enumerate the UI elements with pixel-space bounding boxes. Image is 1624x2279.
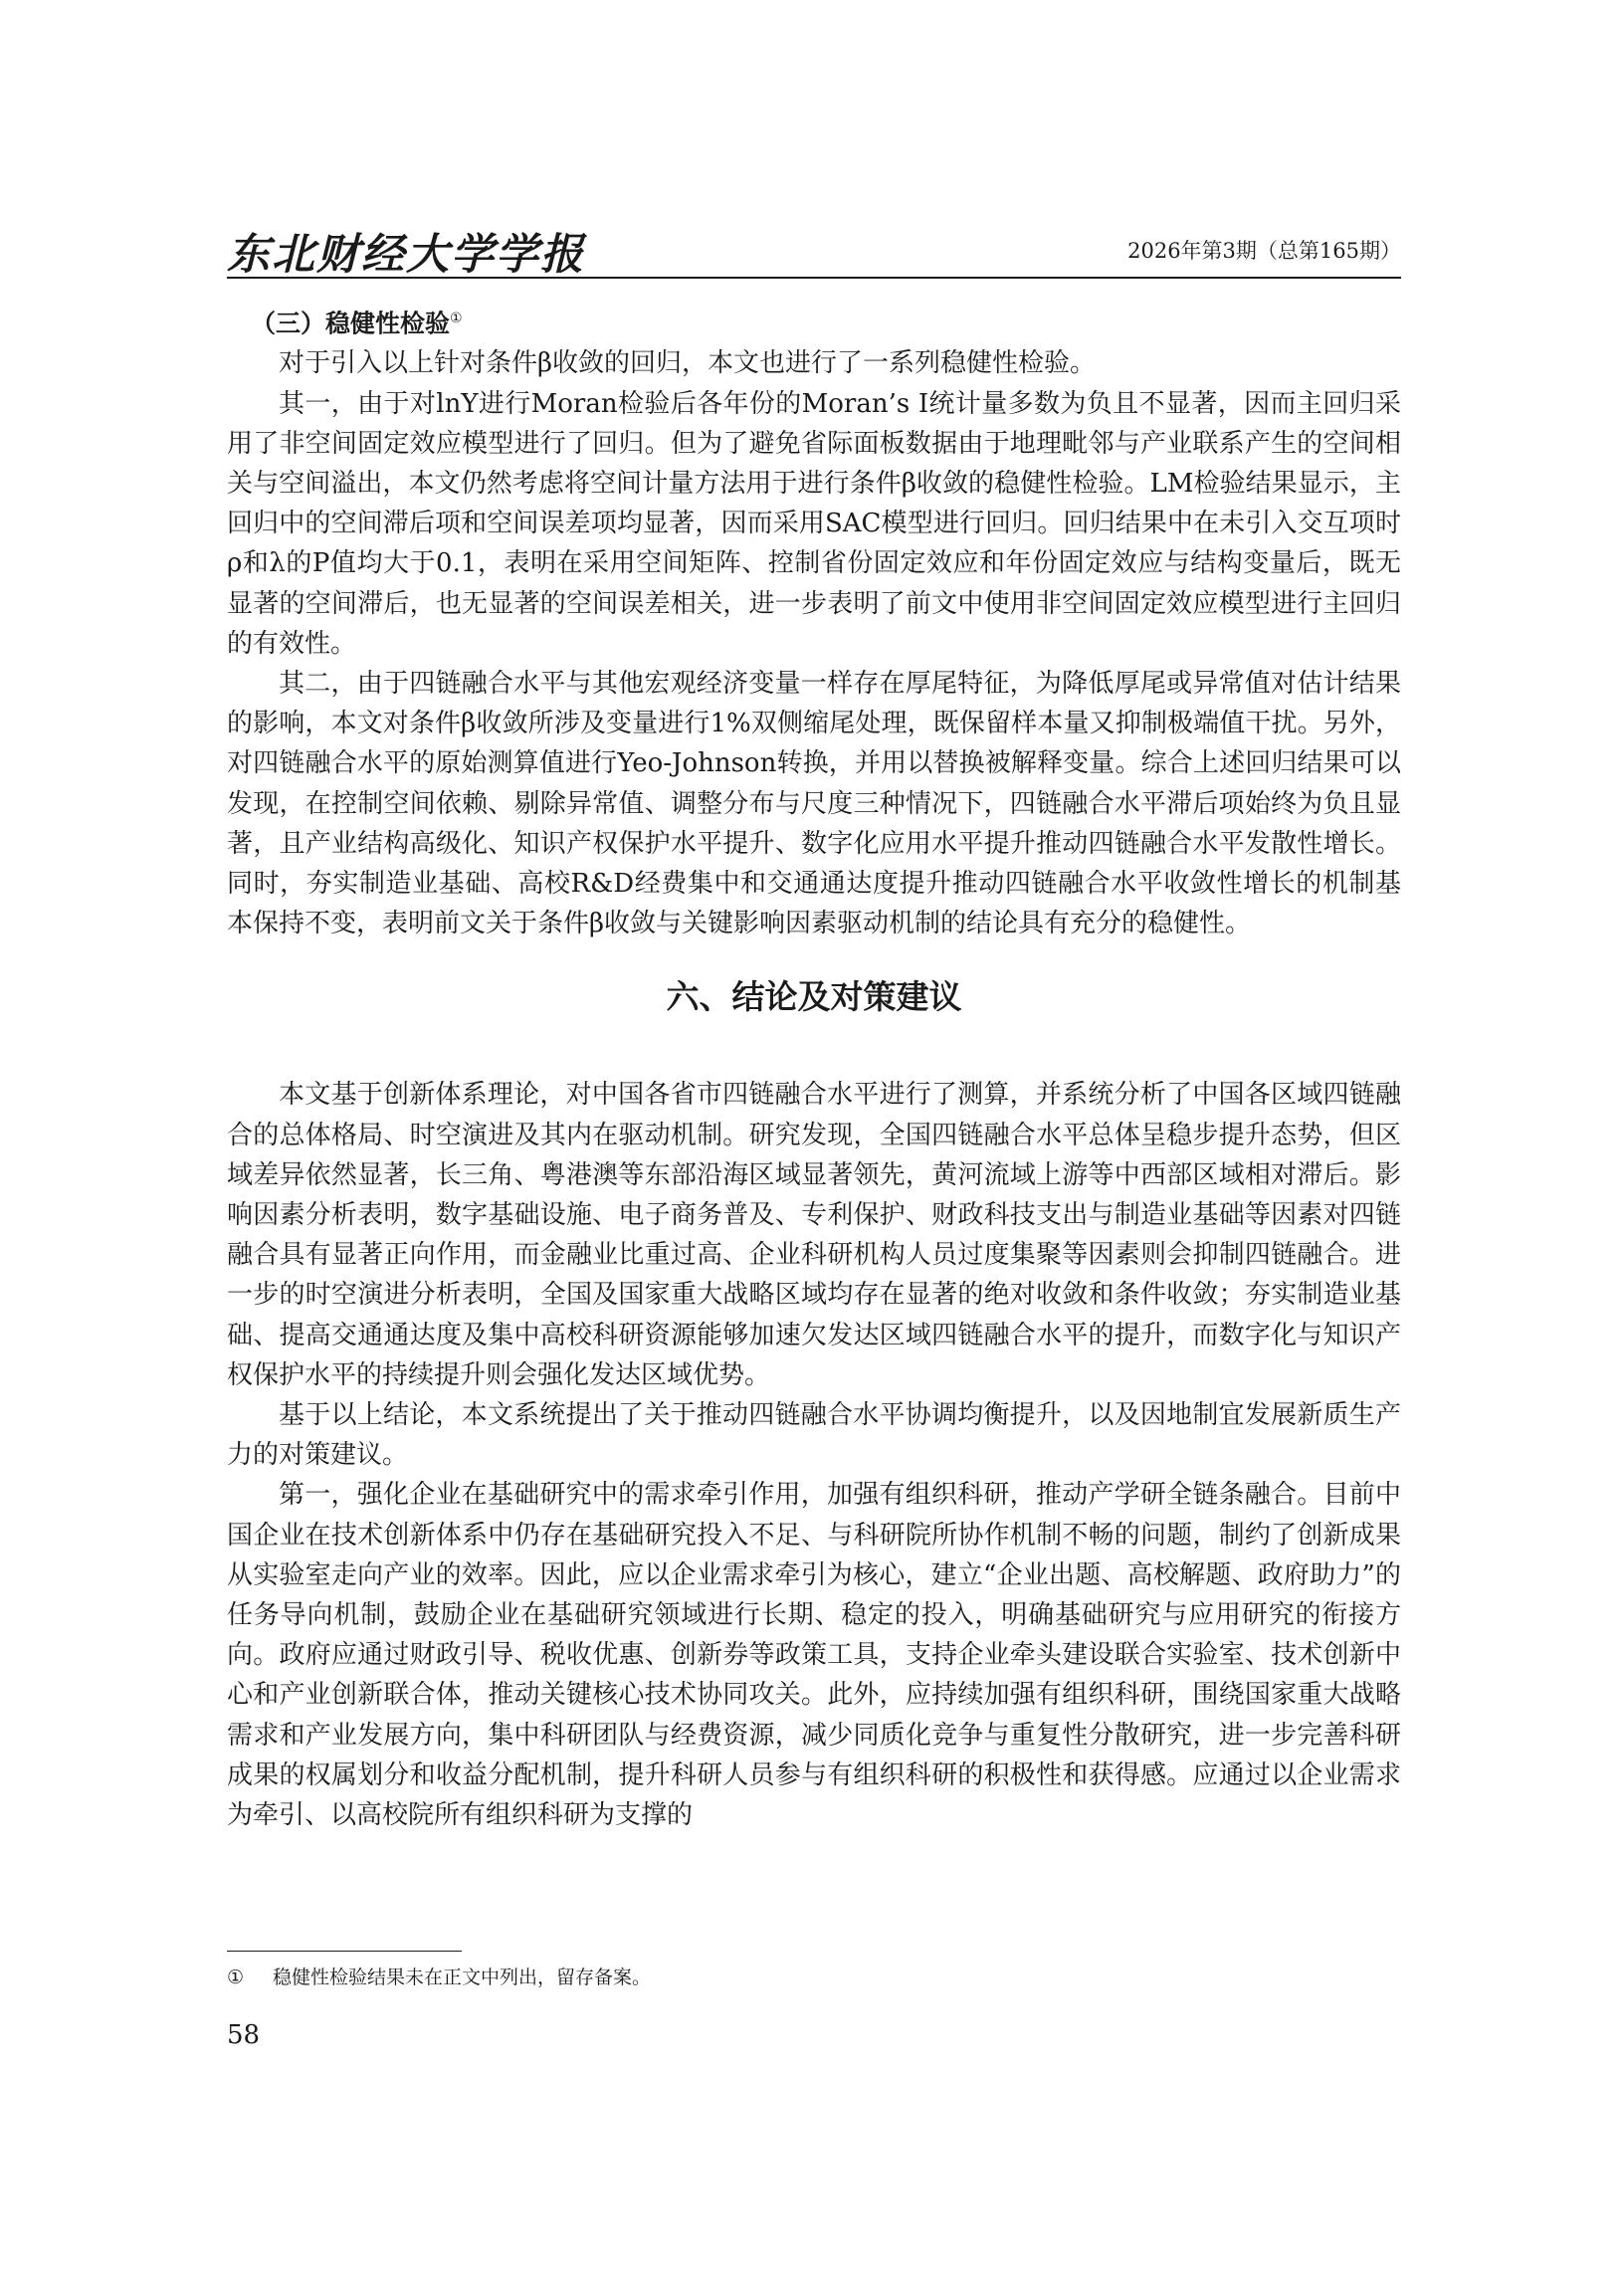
subsection-title: （三）稳健性检验 bbox=[251, 309, 451, 338]
section-heading: 六、结论及对策建议 bbox=[666, 977, 962, 1017]
footnote-text: 稳健性检验结果未在正文中列出，留存备案。 bbox=[273, 1967, 652, 1988]
footnote-mark: ① bbox=[227, 1967, 245, 1988]
paragraph: 第一，强化企业在基础研究中的需求牵引作用，加强有组织科研，推动产学研全链条融合。目前中国企业在技术创新体系中仍存在基础研究投入不足、与科研院所协作机制不畅的问题，制约了创新成果从实验室走向产业的效率。因此，应以企业需求牵引为核心，建立“企业出题、高校解题、政府助力”的任务导向机制，鼓励企业在基础研究领域进行长期、稳定的投入，明确基础研究与应用研究的衔接方向。政府应通过财政引导、税收优惠、创新券等政策工具，支持企业牵头建设联合实验室、技术创新中心和产业创新联合体，推动关键核心技术协同攻关。此外，应持续加强有组织科研，围绕国家重大战略需求和产业发展方向，集中科研团队与经费资源，减少同质化竞争与重复性分散研究，进一步完善科研成果的权属划分和收益分配机制，提升科研人员参与有组织科研的积极性和获得感。应通过以企业需求为牵引、以高校院所有组织科研为支撑的 bbox=[227, 1480, 1401, 1831]
main-text bbox=[227, 299, 1401, 1835]
subsection-heading bbox=[251, 299, 1401, 343]
footnote-ref: ① bbox=[450, 311, 463, 326]
page-number: 58 bbox=[227, 2020, 261, 2050]
paragraph: 对于引入以上针对条件β收敛的回归，本文也进行了一系列稳健性检验。 bbox=[279, 348, 1097, 379]
header-rule bbox=[227, 277, 1401, 279]
journal-name: 东北财经大学学报 bbox=[227, 230, 585, 280]
paragraph: 本文基于创新体系理论，对中国各省市四链融合水平进行了测算，并系统分析了中国各区域四链融合的总体格局、时空演进及其内在驱动机制。研究发现，全国四链融合水平总体呈稳步提升态势，但区域差异依然显著，长三角、粤港澳等东部沿海区域显著领先，黄河流域上游等中西部区域相对滞后。影响因素分析表明，数字基础设施、电子商务普及、专利保护、财政科技支出与制造业基础等因素对四链融合具有显著正向作用，而金融业比重过高、企业科研机构人员过度集聚等因素则会抑制四链融合。进一步的时空演进分析表明，全国及国家重大战略区域均存在显著的绝对收敛和条件收敛；夯实制造业基础、提高交通通达度及集中高校科研资源能够加速欠发达区域四链融合水平的提升，而数字化与知识产权保护水平的持续提升则会强化发达区域优势。 bbox=[227, 1080, 1401, 1390]
paragraph: 其一，由于对lnY进行Moran检验后各年份的Moran’s I统计量多数为负且不显著，因而主回归采用了非空间固定效应模型进行了回归。但为了避免省际面板数据由于地理毗邻与产业联系产生的空间相关与空间溢出，本文仍然考虑将空间计量方法用于进行条件β收敛的稳健性检验。LM检验结果显示，主回归中的空间滞后项和空间误差项均显著，因而采用SAC模型进行回归。回归结果中在未引入交互项时ρ和λ的P值均大于0.1，表明在采用空间矩阵、控制省份固定效应和年份固定效应与结构变量后，既无显著的空间滞后，也无显著的空间误差相关，进一步表明了前文中使用非空间固定效应模型进行主回归的有效性。 bbox=[227, 388, 1401, 659]
issue-info: 2026年第3期（总第165期） bbox=[1127, 239, 1401, 263]
paragraph: 其二，由于四链融合水平与其他宏观经济变量一样存在厚尾特征，为降低厚尾或异常值对估计结果的影响，本文对条件β收敛所涉及变量进行1%双侧缩尾处理，既保留样本量又抑制极端值干扰。另外，对四链融合水平的原始测算值进行Yeo-Johnson转换，并用以替换被解释变量。综合上述回归结果可以发现，在控制空间依赖、剔除异常值、调整分布与尺度三种情况下，四链融合水平滞后项始终为负且显著，且产业结构高级化、知识产权保护水平提升、数字化应用水平提升推动四链融合水平发散性增长。同时，夯实制造业基础、高校R&D经费集中和交通通达度提升推动四链融合水平收敛性增长的机制基本保持不变，表明前文关于条件β收敛与关键影响因素驱动机制的结论具有充分的稳健性。 bbox=[227, 668, 1401, 939]
running-header bbox=[227, 219, 1401, 280]
paragraph: 基于以上结论，本文系统提出了关于推动四链融合水平协调均衡提升，以及因地制宜发展新质生产力的对策建议。 bbox=[227, 1400, 1401, 1471]
footnote-rule bbox=[227, 1951, 462, 1952]
footnote bbox=[227, 1964, 1401, 1991]
